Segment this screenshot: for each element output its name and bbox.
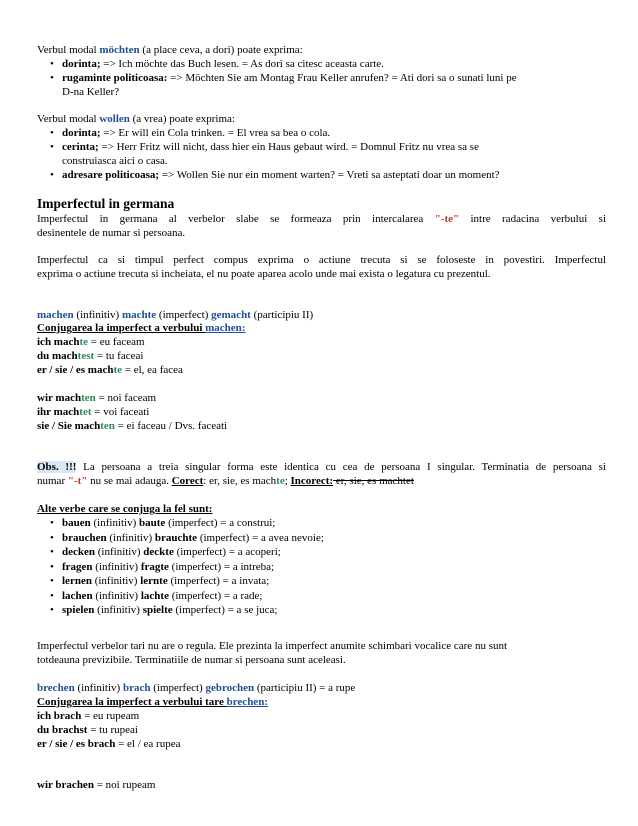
text-run: ihr mach bbox=[37, 406, 80, 418]
ending: ten bbox=[100, 420, 115, 432]
text-run: Verbul modal bbox=[37, 113, 100, 125]
bullet-cerinta bbox=[62, 141, 479, 154]
text-run: => Möchten Sie am Montag Frau Keller anrufen? = Ati dori sa o sunati luni pe bbox=[167, 72, 517, 84]
text-run: (imperfect) = a se juca; bbox=[172, 604, 278, 616]
text-run: Conjugarea la imperfect a verbului bbox=[37, 322, 206, 334]
intro-mochten bbox=[37, 44, 303, 57]
bullet-icon: • bbox=[50, 589, 54, 602]
brechen-row bbox=[37, 710, 139, 723]
brechen-forms bbox=[37, 682, 355, 695]
text-run: du brachst bbox=[37, 724, 88, 736]
text-run: (imperfect) = a invata; bbox=[167, 575, 270, 587]
text-run: cerinta; bbox=[62, 141, 99, 153]
text-run: (infinitiv) bbox=[95, 546, 144, 558]
text-run: er / sie / es mach bbox=[37, 364, 114, 376]
text-run: = eu faceam bbox=[88, 336, 145, 348]
part-gebrochen: gebrochen bbox=[205, 682, 255, 694]
text-run: wir mach bbox=[37, 392, 82, 404]
verb-inf: lachen bbox=[62, 589, 93, 602]
obs-line1 bbox=[37, 461, 606, 474]
imp-machte: machte bbox=[121, 309, 157, 321]
ending: te bbox=[79, 336, 89, 348]
text-run: => Wollen Sie nur ein moment warten? = Vreti sa asteptati doar un moment? bbox=[159, 169, 500, 181]
te-marker: "-te" bbox=[434, 213, 460, 225]
bullet-rugaminte-cont bbox=[62, 86, 119, 99]
text-run: (infinitiv) bbox=[74, 682, 123, 694]
verb-inf: bauen bbox=[62, 517, 91, 529]
text-run: => Herr Fritz will nicht, dass hier ein Haus gebaut wird. = Domnul Fritz nu vrea sa se bbox=[98, 141, 479, 153]
bullet-dorinta bbox=[62, 58, 384, 71]
text-run: Imperfectul in germana bbox=[37, 196, 175, 211]
brechen-row bbox=[37, 738, 180, 751]
bullet-icon: • bbox=[50, 575, 54, 587]
text-run: (imperfect) bbox=[150, 682, 206, 694]
text-run: desinentele de numar si persoana. bbox=[37, 227, 186, 239]
text-run: Imperfectul in germana al verbelor slabe se formeaza prin intercalarea bbox=[37, 213, 435, 225]
text-run: sie / Sie mach bbox=[37, 420, 101, 432]
alte-verb-item bbox=[62, 517, 275, 530]
verb-inf: lernen bbox=[62, 575, 92, 587]
para3-line1 bbox=[37, 640, 507, 653]
text-run: = noi rupeam bbox=[93, 779, 156, 791]
verb-inf: brauchen bbox=[62, 531, 107, 544]
bullet-icon: • bbox=[50, 141, 54, 153]
verb-imp: spielte bbox=[142, 604, 173, 616]
verb-inf: decken bbox=[62, 546, 95, 558]
ending: tet bbox=[79, 406, 92, 418]
verb-mochten: möchten bbox=[99, 44, 140, 56]
text-run: Imperfectul ca si timpul perfect compus exprima o actiune trecuta si se foloseste in povestiri. Imperfectul bbox=[37, 254, 606, 266]
verb-imp: brauchte bbox=[154, 531, 198, 544]
intro-wollen bbox=[37, 113, 235, 126]
verb-inf: spielen bbox=[62, 604, 95, 616]
text-run: numar bbox=[37, 475, 68, 487]
incorrect-form: er, sie, es machtet bbox=[333, 475, 414, 487]
text-run: Conjugarea la imperfect a verbului tare bbox=[37, 696, 227, 708]
alte-verb-item bbox=[62, 561, 274, 574]
text-run: (infinitiv) bbox=[91, 575, 141, 587]
verb-imp: deckte bbox=[143, 546, 174, 558]
bullet-icon: • bbox=[50, 546, 54, 558]
text-run: (a place ceva, a dori) poate exprima: bbox=[139, 44, 303, 56]
incorrect-label: Incorect: bbox=[290, 475, 334, 487]
text-run: (imperfect) = a intreba; bbox=[168, 560, 275, 573]
para1-line1 bbox=[37, 213, 606, 226]
text-run: exprima o actiune trecuta si incheiata, el nu poate aparea acolo unde mai exista o legatura cu prezentul. bbox=[37, 268, 491, 280]
text-run: (imperfect) bbox=[156, 309, 212, 321]
text-run: dorinta; bbox=[62, 127, 101, 139]
text-run: => Ich möchte das Buch lesen. = As dori sa citesc aceasta carte. bbox=[100, 58, 384, 70]
obs-label: Obs. !!! bbox=[37, 461, 77, 473]
bullet-icon: • bbox=[50, 560, 54, 573]
text-run: (imperfect) = a avea nevoie; bbox=[197, 531, 324, 544]
text-run: (participiu II) bbox=[250, 309, 314, 321]
bullet-icon: • bbox=[50, 58, 54, 70]
text-run: = eu rupeam bbox=[81, 710, 140, 722]
brechen-row bbox=[37, 779, 155, 792]
text-run: = el, ea facea bbox=[122, 364, 183, 376]
brechen-conj-title bbox=[37, 696, 268, 709]
text-run: (infinitiv) bbox=[73, 309, 122, 321]
text-run: (infinitiv) bbox=[90, 517, 140, 529]
text-run: adresare politicoasa; bbox=[62, 169, 160, 181]
text-run: (imperfect) = a rade; bbox=[168, 589, 263, 602]
bullet-icon: • bbox=[50, 604, 54, 616]
alte-verbe-title bbox=[37, 503, 212, 516]
text-run: D-na Keller? bbox=[62, 86, 120, 98]
obs-line2 bbox=[37, 475, 414, 488]
bullet-dorinta-wollen bbox=[62, 127, 330, 140]
section-heading bbox=[37, 196, 174, 212]
bullet-icon: • bbox=[50, 531, 54, 544]
text-run: nu se mai adauga. bbox=[87, 475, 172, 487]
bullet-rugaminte bbox=[62, 72, 517, 85]
text-run: wir brachen bbox=[37, 779, 94, 791]
correct-label: Corect bbox=[171, 475, 204, 487]
text-run: (infinitiv) bbox=[92, 560, 141, 573]
para2-line1 bbox=[37, 254, 606, 267]
verb-imp: lernte bbox=[140, 575, 168, 587]
part-gemacht: gemacht bbox=[211, 309, 251, 321]
text-run: (infinitiv) bbox=[94, 604, 143, 616]
bullet-icon: • bbox=[50, 169, 54, 181]
brechen-row bbox=[37, 724, 138, 737]
machen-row bbox=[37, 406, 149, 419]
bullet-adresare bbox=[62, 169, 500, 182]
ending: test bbox=[77, 350, 95, 362]
para1-line2 bbox=[37, 227, 185, 240]
ending: te bbox=[276, 475, 285, 487]
text-run: = voi faceati bbox=[91, 406, 150, 418]
para3-line2 bbox=[37, 654, 346, 667]
alte-verb-item bbox=[62, 590, 263, 603]
text-run: ich brach bbox=[37, 710, 82, 722]
verb-imp: lachte bbox=[140, 589, 169, 602]
inf-brechen: brechen bbox=[37, 682, 75, 694]
bullet-icon: • bbox=[50, 72, 54, 84]
machen-forms bbox=[37, 309, 313, 322]
text-run: (participiu II) = a rupe bbox=[254, 682, 356, 694]
machen-row bbox=[37, 392, 156, 405]
text-run: (infinitiv) bbox=[92, 589, 141, 602]
alte-verb-item bbox=[62, 532, 324, 545]
text-run: rugaminte politicoasa: bbox=[62, 72, 168, 84]
text-run: dorinta; bbox=[62, 58, 101, 70]
machen-row bbox=[37, 350, 143, 363]
imp-brach: brach bbox=[122, 682, 151, 694]
text-run: (a vrea) poate exprima: bbox=[129, 113, 235, 125]
bullet-icon: • bbox=[50, 127, 54, 139]
text-run: La persoana a treia singular forma este identica cu cea de persoana I singular. Terminatia de persoana si bbox=[76, 461, 606, 473]
machen-row bbox=[37, 420, 227, 433]
text-run: = noi faceam bbox=[95, 392, 157, 404]
verb-wollen: wollen bbox=[99, 113, 130, 125]
alte-verb-item bbox=[62, 604, 277, 617]
text-run: Verbul modal bbox=[37, 44, 100, 56]
text-run: du mach bbox=[37, 350, 78, 362]
text-run: => Er will ein Cola trinken. = El vrea sa bea o cola. bbox=[100, 127, 331, 139]
text-run: intre radacina verbului si bbox=[459, 213, 606, 225]
text-run: : er, sie, es mach bbox=[203, 475, 277, 487]
text-run: Imperfectul verbelor tari nu are o regula. Ele prezinta la imperfect anumite schimbari vocalice care nu sunt bbox=[37, 640, 508, 652]
verb-imp: fragte bbox=[140, 560, 169, 573]
alte-verb-item bbox=[62, 546, 281, 559]
text-run: totdeauna previzibile. Terminatiile de numar si persoana sunt aceleasi. bbox=[37, 654, 346, 666]
ending: te bbox=[113, 364, 123, 376]
para2-line2 bbox=[37, 268, 491, 281]
text-run: = tu rupeai bbox=[87, 724, 138, 736]
alte-verb-item bbox=[62, 575, 269, 588]
text-run: er / sie / es brach bbox=[37, 738, 116, 750]
machen-row bbox=[37, 364, 183, 377]
t-marker: "-t" bbox=[67, 475, 88, 487]
text-run: ich mach bbox=[37, 336, 80, 348]
text-run: = el / ea rupea bbox=[115, 738, 181, 750]
inf-machen: machen bbox=[37, 309, 74, 321]
verb-inf: fragen bbox=[62, 560, 93, 573]
bullet-cerinta-cont bbox=[62, 155, 168, 168]
text-run: Alte verbe care se conjuga la fel sunt: bbox=[37, 503, 213, 515]
title-brechen: brechen: bbox=[226, 696, 268, 708]
text-run: = ei faceau / Dvs. faceati bbox=[114, 420, 228, 432]
text-run: (imperfect) = a construi; bbox=[165, 517, 276, 529]
text-run: ; bbox=[284, 475, 291, 487]
text-run: (imperfect) = a acoperi; bbox=[173, 546, 281, 558]
bullet-icon: • bbox=[50, 517, 54, 529]
text-run: = tu faceai bbox=[94, 350, 144, 362]
verb-imp: baute bbox=[139, 517, 166, 529]
ending: ten bbox=[81, 392, 96, 404]
text-run: (infinitiv) bbox=[106, 531, 155, 544]
text-run: construiasca aici o casa. bbox=[62, 155, 168, 167]
title-machen: machen: bbox=[205, 322, 246, 334]
machen-conj-title bbox=[37, 322, 245, 335]
machen-row bbox=[37, 336, 145, 349]
